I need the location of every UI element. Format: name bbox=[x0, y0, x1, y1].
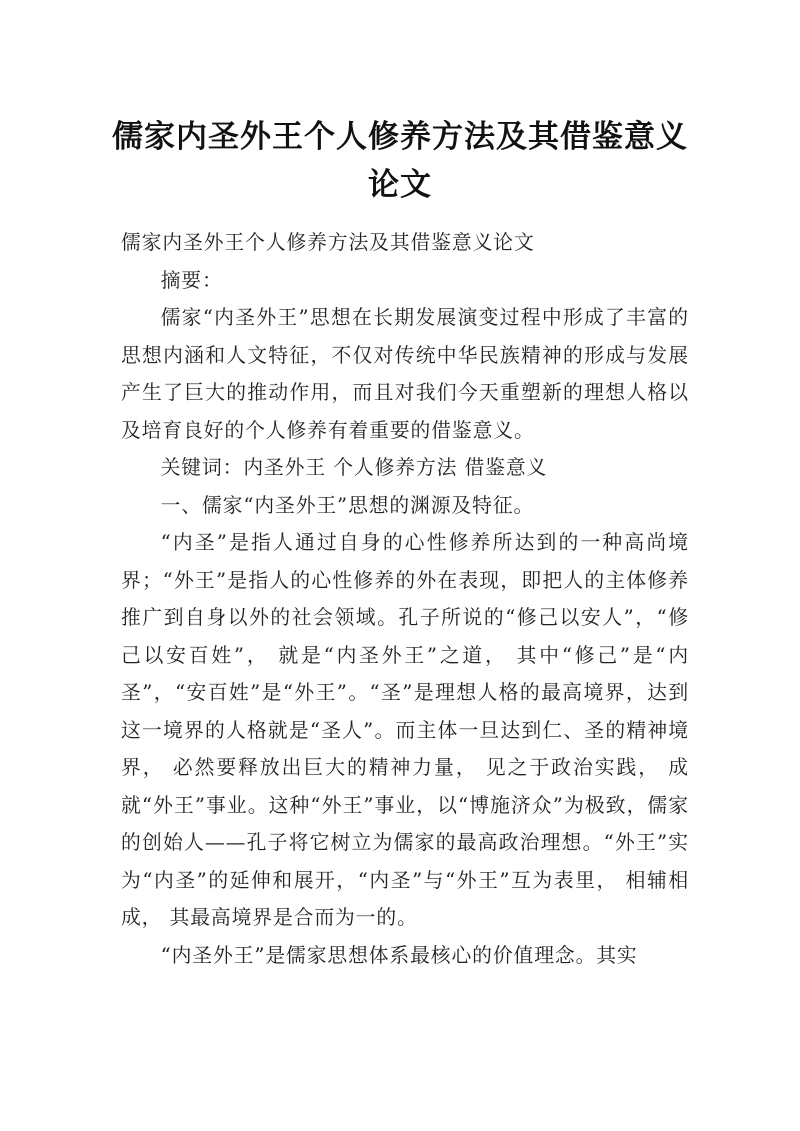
keywords: 关键词：内圣外王 个人修养方法 借鉴意义 bbox=[160, 456, 548, 479]
title-line-2: 论文 bbox=[368, 166, 432, 203]
section-1-paragraph-1: “内圣”是指人通过自身的心性修养所达到的一种高尚境界；“外王”是指人的心性修养的外在表现，即把人的主体修养推广到自身以外的社会领域。孔子所说的“修己以安人”，“修己以安百姓”， 就是“内圣外王”之道， 其中“修己”是“内圣”，“安百姓”是“外王”。“圣”是理想人格的最高境界，达到这一境界的人格就是“圣人”。而主体一旦达到仁、圣的精神境界， 必然要释放出巨大的精神力量， 见之于政治实践， 成就“外王”事业。这种“外王”事业，以“博施济众”为极致，儒家的创始人——孔子将它树立为儒家的最高政治理想。“外王”实为“内圣”的延伸和展开，“内圣”与“外王”互为表里， 相辅相成， 其最高境界是合而为一的。 bbox=[121, 531, 689, 929]
title-line-1: 儒家内圣外王个人修养方法及其借鉴意义 bbox=[112, 118, 688, 155]
document-title bbox=[80, 113, 720, 209]
abstract-paragraph: 儒家“内圣外王”思想在长期发展演变过程中形成了丰富的思想内涵和人文特征，不仅对传统中华民族精神的形成与发展产生了巨大的推动作用，而且对我们今天重塑新的理想人格以及培育良好的个人修养有着重要的借鉴意义。 bbox=[121, 306, 689, 442]
abstract-label: 摘要： bbox=[160, 268, 223, 292]
subtitle: 儒家内圣外王个人修养方法及其借鉴意义论文 bbox=[121, 231, 535, 254]
document-body bbox=[121, 224, 689, 974]
section-1-heading: 一、儒家“内圣外王”思想的渊源及特征。 bbox=[160, 493, 535, 517]
section-1-paragraph-2: “内圣外王”是儒家思想体系最核心的价值理念。其实 bbox=[160, 943, 638, 967]
